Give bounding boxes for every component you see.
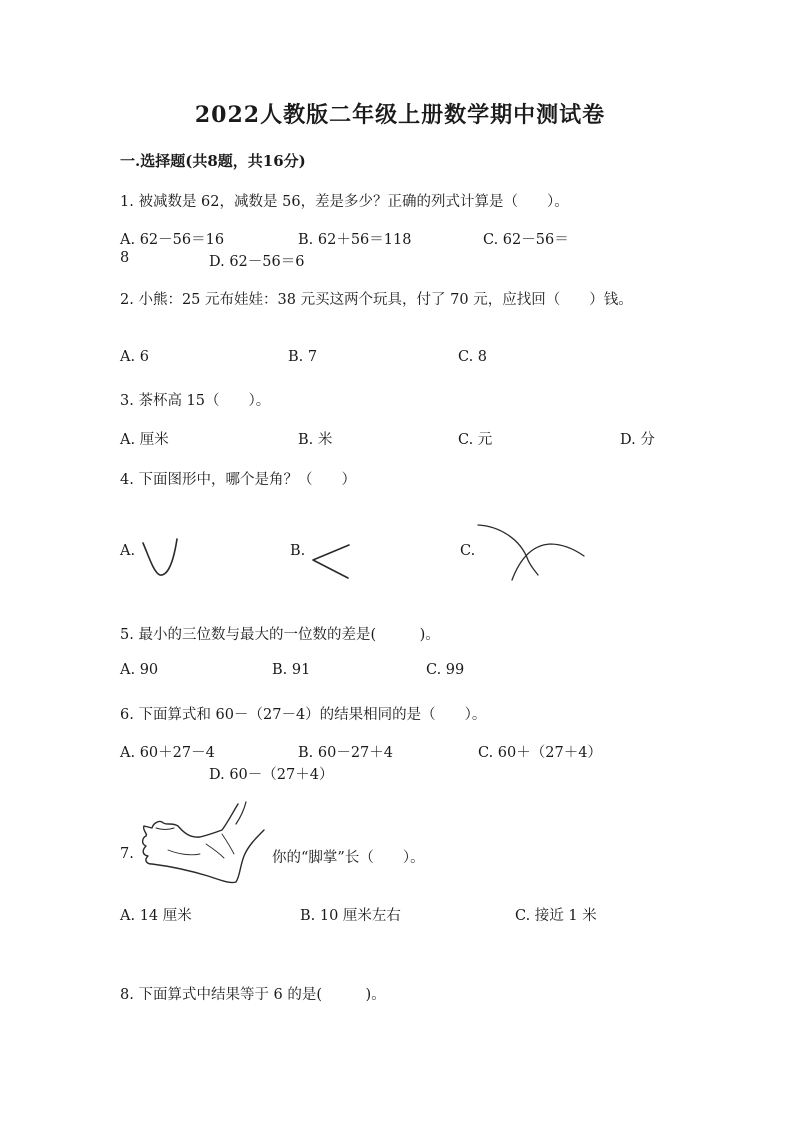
question-4-option-a: A. xyxy=(120,543,136,559)
question-7-stem: 你的“脚掌”长（ ）。 xyxy=(272,850,425,866)
question-1-option-d: D. 62－56＝6 xyxy=(209,254,305,270)
question-6-stem: 6. 下面算式和 60－（27－4）的结果相同的是（ ）。 xyxy=(120,707,487,723)
question-3-stem: 3. 茶杯高 15（ ）。 xyxy=(120,393,271,409)
question-6-option-a: A. 60＋27－4 xyxy=(120,745,215,761)
question-7-number: 7. xyxy=(120,846,134,862)
question-5-option-b: B. 91 xyxy=(272,662,311,678)
question-7-option-c: C. 接近 1 米 xyxy=(515,908,597,924)
foot-drawing xyxy=(138,800,268,890)
question-6-option-d: D. 60－（27＋4） xyxy=(209,767,334,783)
question-8-stem: 8. 下面算式中结果等于 6 的是( )。 xyxy=(120,987,386,1003)
question-7-option-b: B. 10 厘米左右 xyxy=(300,908,401,924)
page-title: 2022人教版二年级上册数学期中测试卷 xyxy=(194,102,606,128)
question-6-option-c: C. 60＋（27＋4） xyxy=(478,745,602,761)
question-3-option-c: C. 元 xyxy=(458,432,493,448)
question-4-option-c: C. xyxy=(460,543,476,559)
question-3-option-b: B. 米 xyxy=(298,432,333,448)
question-3-option-d: D. 分 xyxy=(620,432,655,448)
question-2-option-c: C. 8 xyxy=(458,349,488,365)
question-2-option-b: B. 7 xyxy=(288,349,318,365)
question-2-stem: 2. 小熊：25 元布娃娃：38 元买这两个玩具，付了 70 元，应找回（ ）钱。 xyxy=(120,292,633,308)
question-6-option-b: B. 60－27＋4 xyxy=(298,745,394,761)
question-4-option-b: B. xyxy=(290,543,306,559)
question-1-option-b: B. 62＋56＝118 xyxy=(298,232,412,248)
question-5-option-c: C. 99 xyxy=(426,662,465,678)
curve-figure-a xyxy=(140,535,185,585)
angle-figure-b xyxy=(308,540,358,585)
question-5-option-a: A. 90 xyxy=(120,662,159,678)
question-5-stem: 5. 最小的三位数与最大的一位数的差是( )。 xyxy=(120,627,440,643)
question-1-option-a: A. 62－56＝16 xyxy=(120,232,225,248)
section-heading: 一.选择题(共8题，共16分) xyxy=(120,152,306,170)
question-3-option-a: A. 厘米 xyxy=(120,432,169,448)
question-2-option-a: A. 6 xyxy=(120,349,149,365)
question-7-option-a: A. 14 厘米 xyxy=(120,908,192,924)
question-1-stem: 1. 被减数是 62，减数是 56，差是多少？正确的列式计算是（ ）。 xyxy=(120,194,569,210)
question-4-stem: 4. 下面图形中，哪个是角？（ ） xyxy=(120,472,356,488)
question-1-option-c-continued: 8 xyxy=(120,250,130,266)
question-1-option-c: C. 62－56＝ xyxy=(483,232,569,248)
crossing-lines-figure-c xyxy=(474,522,589,582)
